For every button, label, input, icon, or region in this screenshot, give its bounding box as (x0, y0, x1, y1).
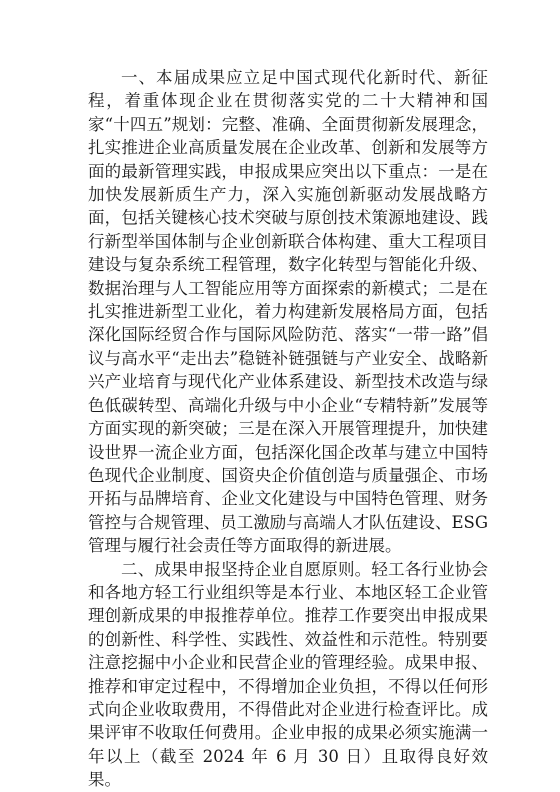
paragraph-2: 二、成果申报坚持企业自愿原则。轻工各行业协会和各地方轻工行业组织等是本行业、本地区轻工企业管理创新成果的申报推荐单位。推荐工作要突出申报成果的创新性、科学性、实践性、效益性和示范性。特别要注意挖掘中小企业和民营企业的管理经验。成果申报、推荐和审定过程中，不得增加企业负担，不得以任何形式向企业收取费用，不得借此对企业进行检查评比。成果评审不收取任何费用。企业申报的成果必须实施满一年以上（截至 2024 年 6 月 30 日）且取得良好效果。 (88, 559, 488, 790)
paragraph-1: 一、本届成果应立足中国式现代化新时代、新征程，着重体现企业在贯彻落实党的二十大精神和国家“十四五”规划：完整、准确、全面贯彻新发展理念，扎实推进企业高质量发展在企业改革、创新和发展等方面的最新管理实践，申报成果应突出以下重点：一是在加快发展新质生产力，深入实施创新驱动发展战略方面，包括关键核心技术突破与原创技术策源地建设、践行新型举国体制与企业创新联合体构建、重大工程项目建设与复杂系统工程管理，数字化转型与智能化升级、数据治理与人工智能应用等方面探索的新模式；二是在扎实推进新型工业化，着力构建新发展格局方面，包括深化国际经贸合作与国际风险防范、落实“一带一路”倡议与高水平“走出去”稳链补链强链与产业安全、战略新兴产业培育与现代化产业体系建设、新型技术改造与绿色低碳转型、高端化升级与中小企业“专精特新”发展等方面实现的新突破；三是在深入开展管理提升，加快建设世界一流企业方面，包括深化国企改革与建立中国特色现代企业制度、国资央企价值创造与质量强企、市场开拓与品牌培育、企业文化建设与中国特色管理、财务管控与合规管理、员工激励与高端人才队伍建设、ESG 管理与履行社会责任等方面取得的新进展。 (88, 68, 488, 556)
document-body (88, 66, 488, 792)
